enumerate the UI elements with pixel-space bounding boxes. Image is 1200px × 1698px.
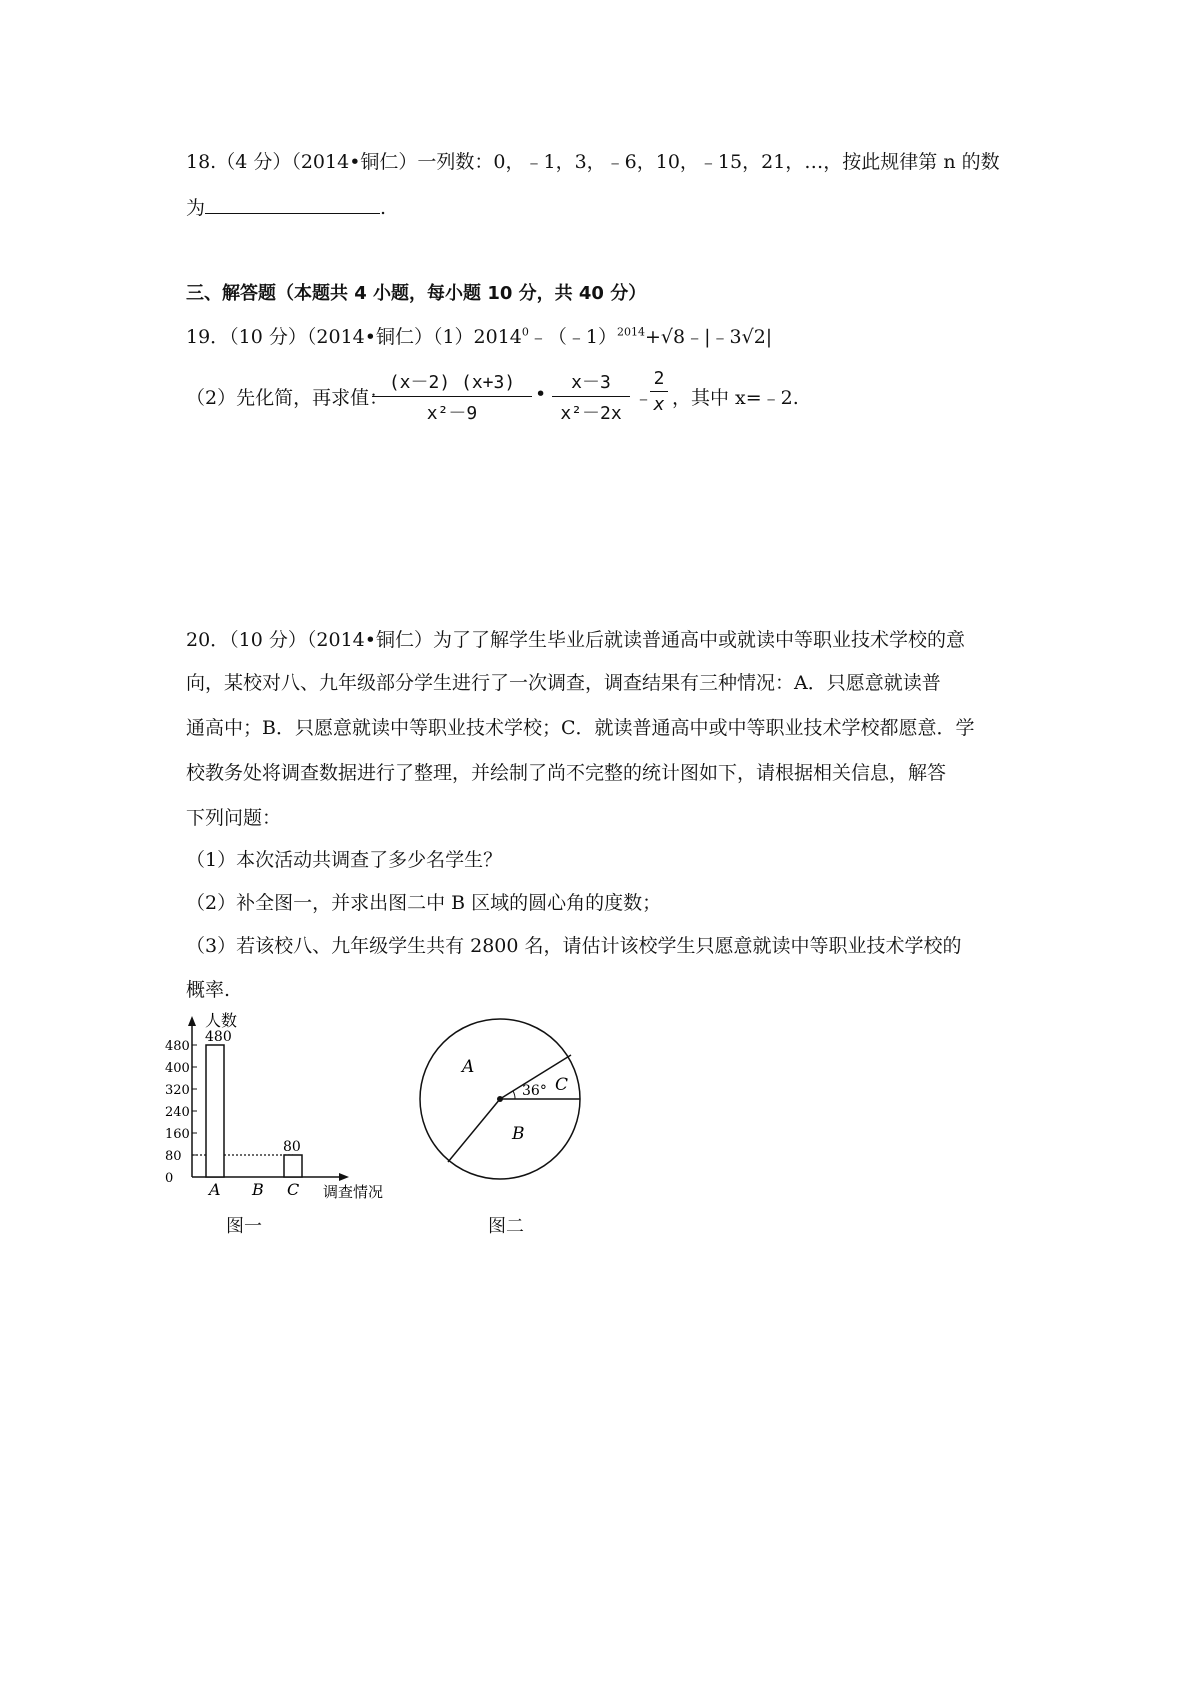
q19-part1 [186,322,772,349]
fraction-1-numerator: (x－2) (x+3) [388,372,516,393]
fraction-2-denominator: x²－2x [560,403,622,424]
x-tick-label: A [209,1180,221,1199]
region-label-a: A [462,1057,475,1077]
angle-label: 36° [522,1083,547,1099]
fraction-bar [650,391,668,392]
q20-line: （2）补全图一，并求出图二中 B 区域的圆心角的度数； [186,892,662,914]
fraction-bar [552,396,630,397]
region-label-c: C [555,1075,569,1095]
figure1-bar-chart [163,1012,423,1202]
y-tick-label: 0 [165,1171,174,1186]
y-tick-label: 320 [165,1083,190,1098]
region-label-b: B [512,1124,525,1144]
y-tick-label: 240 [165,1105,190,1120]
angle-arc [513,1091,515,1099]
x-axis-label: 调查情况 [323,1183,384,1201]
bar-value-label: 480 [205,1029,232,1045]
minus-sign: ﹣ [634,387,654,409]
q18-line2 [186,193,386,220]
q18-prefix: 为 [186,197,206,219]
q20-line: 校教务处将调查数据进行了整理，并绘制了尚不完整的统计图如下，请根据相关信息，解答 [186,762,947,784]
fraction-2-numerator: x－3 [571,372,611,393]
bar-value-label: 80 [283,1139,301,1155]
q19-exp2014: 2014 [617,325,645,339]
y-tick-label: 80 [165,1149,182,1164]
fraction-3-numerator: 2 [653,368,665,389]
multiply-dot: • [535,383,547,405]
q20-line: 概率. [186,979,231,1001]
answer-blank[interactable] [205,195,380,214]
x-tick-label: C [287,1180,300,1199]
q19-exp0: 0 [521,325,529,339]
q20-line: 下列问题： [186,807,282,829]
y-axis-label: 人数 [205,1012,238,1030]
fraction-1-denominator: x²－9 [426,403,478,424]
q18-line1: 18.（4 分）（2014•铜仁）一列数：0，﹣1，3，﹣6，10，﹣15，21，…，按此规律第 n 的数 [186,151,1000,173]
q20-line: 通高中；B．只愿意就读中等职业技术学校；C．就读普通高中或中等职业技术学校都愿意．学 [186,717,975,739]
q19-part2-suffix: ，其中 x=﹣2. [672,387,799,409]
section-heading: 三、解答题（本题共 4 小题，每小题 10 分，共 40 分） [186,283,647,304]
q20-line: （3）若该校八、九年级学生共有 2800 名，请估计该校学生只愿意就读中等职业技术学校的 [186,935,962,957]
q20-line: 向，某校对八、九年级部分学生进行了一次调查，调查结果有三种情况：A．只愿意就读普 [186,672,941,694]
y-tick-label: 400 [165,1061,190,1076]
figure1-caption: 图一 [226,1216,262,1237]
q19-part1-prefix: 19．（10 分）（2014•铜仁）（1）2014 [186,326,522,348]
y-tick-label: 480 [165,1039,190,1054]
figure2-caption: 图二 [488,1216,524,1237]
y-tick-label: 160 [165,1127,190,1142]
fraction-3 [650,368,668,415]
pie-divider-ba [448,1099,500,1162]
q19-part1-mid: ﹣（﹣1） [528,326,617,348]
pie-center [497,1096,503,1102]
fraction-1 [372,368,532,425]
q19-part1-tail: +√8﹣|﹣3√2| [645,326,773,348]
q20-line: （1）本次活动共调查了多少名学生？ [186,849,503,871]
fraction-3-denominator: x [653,394,665,415]
fraction-bar [372,396,532,397]
y-axis-arrow-icon [188,1016,196,1026]
q19-part2-prefix: （2）先化简，再求值： [186,387,389,409]
x-axis-arrow-icon [339,1173,349,1181]
figure2-pie-chart [412,1012,592,1192]
q18-suffix: . [380,197,387,219]
fraction-2 [552,368,630,425]
x-tick-label: B [252,1180,264,1199]
bar-a [206,1045,224,1177]
bar-c [284,1155,302,1177]
q20-line: 20．（10 分）（2014•铜仁）为了了解学生毕业后就读普通高中或就读中等职业技术学校的意 [186,629,965,651]
